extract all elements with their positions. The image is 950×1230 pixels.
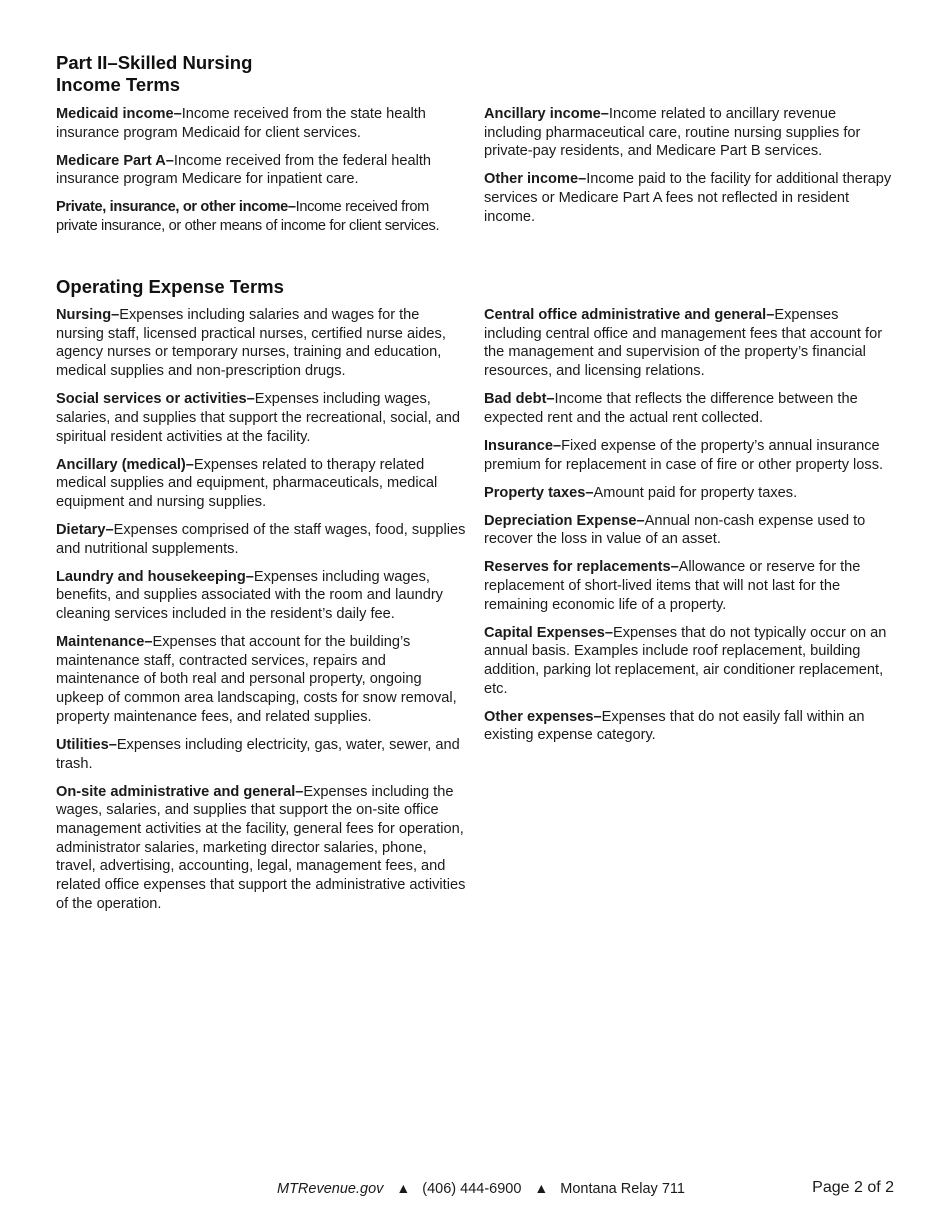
term-onsite-admin-general: [56, 783, 468, 914]
term-definition: Income received from the federal health insurance program Medicare for inpatient care.: [56, 152, 432, 188]
term-dietary: [56, 521, 468, 558]
term-name: Laundry and housekeeping–: [56, 568, 254, 585]
term-utilities: [56, 736, 468, 773]
term-bad-debt: [484, 390, 894, 427]
term-definition: Income paid to the facility for additional therapy services or Medicare Part A fees not reflected in resident income.: [484, 171, 892, 225]
term-medicare-part-a: [56, 152, 468, 189]
term-name: Bad debt–: [484, 391, 555, 408]
term-medicaid-income: [56, 105, 468, 142]
term-ancillary-medical: [56, 456, 468, 512]
term-name: Ancillary income–: [484, 106, 609, 122]
term-ancillary-income: [484, 105, 894, 161]
term-social-services: [56, 390, 468, 446]
term-central-office-admin: [484, 306, 894, 381]
term-other-income: [484, 170, 894, 226]
term-capital-expenses: [484, 624, 894, 699]
term-name: Utilities–: [56, 736, 117, 753]
term-definition: Expenses including wages, benefits, and supplies associated with the room and laundry cleaning services included in the resident’s daily fee.: [56, 568, 443, 623]
term-definition: Expenses including central office and management fees that account for the management and supervision of the property’s financial resources, and licensing relations.: [484, 307, 883, 380]
term-private-insurance-other-income: [56, 198, 468, 235]
term-definition: Income received from private insurance, or other means of income for client services.: [56, 199, 440, 235]
term-name: Insurance–: [484, 437, 562, 454]
term-definition: Expenses that account for the building’s maintenance staff, contracted services, repairs and maintenance of both real and personal property, ongoing upkeep of common area landscaping, costs for snow removal, property maintenance fees, and related supplies.: [56, 634, 457, 725]
term-name: Other income–: [484, 171, 587, 188]
term-definition: Expenses that do not typically occur on an annual basis. Examples include roof replacement, building addition, parking lot replacement, air conditioner replacement, etc.: [484, 624, 887, 697]
footer-relay: Montana Relay 711: [560, 1181, 685, 1197]
operating-expense-terms-heading: Operating Expense Terms: [56, 276, 284, 297]
term-name: Social services or activities–: [56, 391, 255, 408]
footer-website-link[interactable]: MTRevenue.gov: [277, 1181, 384, 1197]
income-terms-left-column: [56, 105, 468, 245]
part-title: Part II–Skilled Nursing: [56, 52, 253, 73]
expense-terms-right-column: [484, 306, 894, 754]
term-definition: Income related to ancillary revenue including pharmaceutical care, routine nursing supplies for private-pay residents, and Medicare Part B services.: [484, 106, 861, 160]
term-laundry-housekeeping: [56, 568, 468, 624]
term-name: Other expenses–: [484, 708, 602, 725]
term-name: Central office administrative and general–: [484, 307, 775, 323]
term-definition: Expenses including the wages, salaries, and supplies that support the on-site office management activities at the facility, general fees for operation, administrator salaries, marketing director salaries, phone, travel, advertising, accounting, legal, management fees, and related office expenses that support the administrative activities of the operation.: [56, 783, 466, 912]
term-depreciation-expense: [484, 512, 894, 549]
term-name: Maintenance–: [56, 634, 153, 651]
term-name: Reserves for replacements–: [484, 559, 679, 576]
term-name: Property taxes–: [484, 484, 594, 501]
term-definition: Amount paid for property taxes.: [593, 484, 798, 501]
term-definition: Fixed expense of the property’s annual insurance premium for replacement in case of fire or other property loss.: [484, 437, 884, 473]
page-footer: [0, 1178, 950, 1198]
term-definition: Income received from the state health insurance program Medicaid for client services.: [56, 106, 426, 141]
term-other-expenses: [484, 708, 894, 745]
term-name: Nursing–: [56, 307, 120, 323]
term-name: On-site administrative and general–: [56, 783, 304, 800]
term-name: Medicare Part A–: [56, 152, 174, 169]
term-name: Capital Expenses–: [484, 624, 613, 641]
term-name: Dietary–: [56, 521, 114, 538]
term-nursing: [56, 306, 468, 381]
income-terms-heading: Income Terms: [56, 74, 181, 95]
income-terms-right-column: [484, 105, 894, 236]
term-property-taxes: [484, 484, 894, 503]
term-reserves-for-replacements: [484, 558, 894, 614]
term-insurance: [484, 437, 894, 474]
term-definition: Expenses including electricity, gas, water, sewer, and trash.: [56, 736, 460, 772]
footer-contact: [277, 1178, 685, 1199]
triangle-separator-icon: ▲: [396, 1180, 411, 1196]
term-definition: Income that reflects the difference between the expected rent and the actual rent collected.: [484, 391, 858, 426]
page-number: Page 2 of 2: [812, 1179, 894, 1196]
term-name: Ancillary (medical)–: [56, 456, 194, 473]
term-definition: Expenses including salaries and wages for the nursing staff, licensed practical nurses, certified nurse aides, agency nurses or temporary nurses, training and education, medical supplies and non-prescription drugs.: [56, 307, 446, 380]
term-definition: Expenses including wages, salaries, and supplies that support the recreational, social, and spiritual resident activities at the facility.: [56, 391, 461, 445]
term-definition: Annual non-cash expense used to recover the loss in value of an asset.: [484, 512, 866, 548]
footer-phone: (406) 444-6900: [422, 1181, 522, 1197]
term-definition: Expenses related to therapy related medical supplies and equipment, pharmaceuticals, medical equipment and nursing supplies.: [56, 456, 438, 510]
triangle-separator-icon: ▲: [534, 1180, 549, 1196]
term-maintenance: [56, 633, 468, 727]
expense-terms-left-column: [56, 306, 468, 923]
term-name: Medicaid income–: [56, 106, 182, 122]
term-definition: Expenses that do not easily fall within an existing expense category.: [484, 708, 865, 744]
term-name: Depreciation Expense–: [484, 512, 645, 529]
term-name: Private, insurance, or other income–: [56, 199, 296, 216]
term-definition: Expenses comprised of the staff wages, food, supplies and nutritional supplements.: [56, 521, 466, 557]
term-definition: Allowance or reserve for the replacement of short-lived items that will not last for the remaining economic life of a property.: [484, 559, 861, 613]
